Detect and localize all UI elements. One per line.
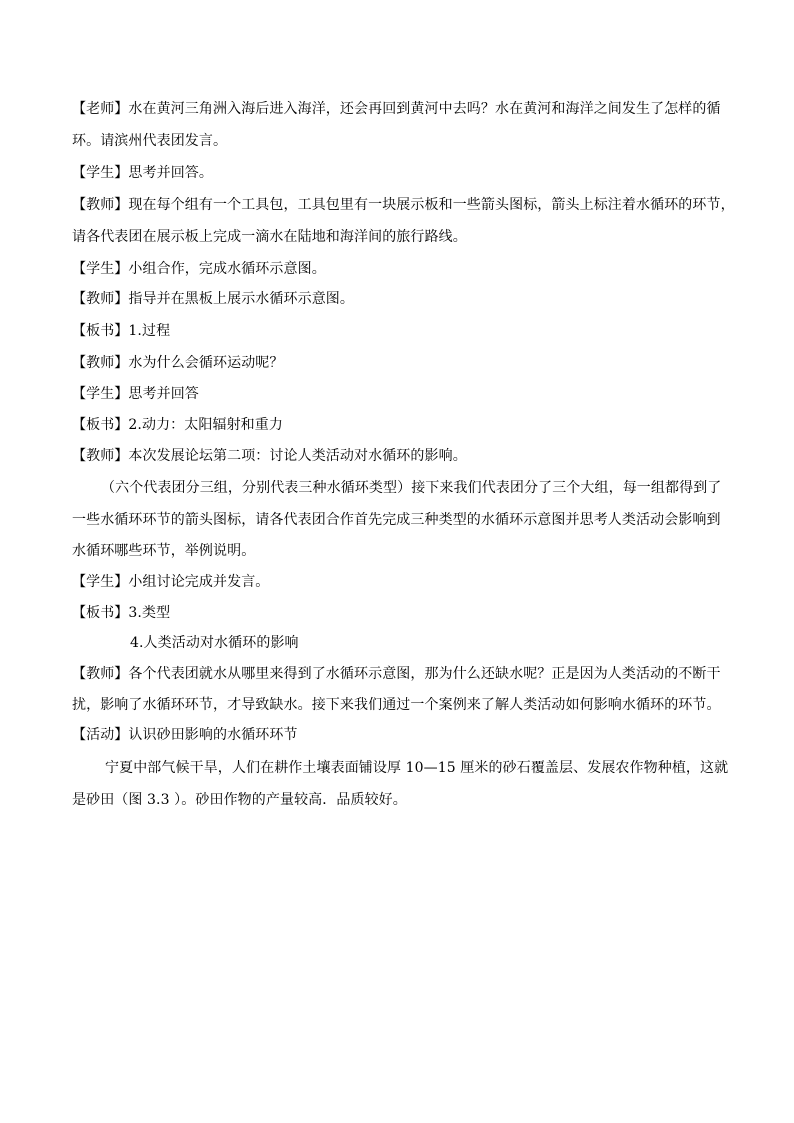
line-text: 是砂田（图 3.3 ）。砂田作物的产量较高．品质较好。 — [72, 792, 407, 808]
speaker-tag: 【学生】 — [72, 386, 129, 402]
line-text: 本次发展论坛第二项：讨论人类活动对水循环的影响。 — [128, 448, 467, 464]
paragraph-line-20 — [72, 695, 721, 715]
paragraph-line-2 — [72, 131, 227, 151]
speaker-tag: 【学生】 — [72, 574, 129, 590]
paragraph-line-5 — [72, 227, 467, 247]
paragraph-line-18 — [130, 633, 299, 653]
paragraph-line-6 — [72, 259, 326, 279]
line-text: 思考并回答 — [128, 386, 199, 402]
line-text: 指导并在黑板上展示水循环示意图。 — [128, 291, 355, 307]
line-text: 小组讨论完成并发言。 — [128, 574, 270, 590]
speaker-tag: 【板书】 — [72, 605, 129, 621]
paragraph-line-23 — [72, 790, 407, 810]
paragraph-line-21 — [72, 725, 298, 745]
line-text: 3.类型 — [128, 605, 171, 621]
paragraph-line-15 — [72, 541, 255, 561]
paragraph-line-11 — [72, 415, 283, 435]
line-text: 环。请滨州代表团发言。 — [72, 133, 228, 149]
line-text: 小组合作，完成水循环示意图。 — [128, 261, 326, 277]
paragraph-line-3 — [72, 163, 213, 183]
speaker-tag: 【板书】 — [72, 323, 129, 339]
line-text: 一些水循环环节的箭头图标，请各代表团合作首先完成三种类型的水循环示意图并思考人类活动会影响到 — [72, 512, 721, 528]
line-text: 请各代表团在展示板上完成一滴水在陆地和海洋间的旅行路线。 — [72, 229, 467, 245]
line-text: 现在每个组有一个工具包，工具包里有一块展示板和一些箭头图标，箭头上标注着水循环的环节， — [128, 197, 735, 213]
speaker-tag: 【活动】 — [72, 727, 129, 743]
paragraph-line-9 — [72, 353, 284, 373]
speaker-tag: 【学生】 — [72, 261, 129, 277]
line-text: 2.动力：太阳辐射和重力 — [128, 417, 283, 433]
speaker-tag: 【老师】 — [72, 101, 129, 117]
paragraph-line-8 — [72, 321, 170, 341]
line-text: 水为什么会循环运动呢？ — [128, 355, 284, 371]
paragraph-line-4 — [72, 195, 735, 215]
line-text: 扰，影响了水循环环节，才导致缺水。接下来我们通过一个案例来了解人类活动如何影响水循环的环节。 — [72, 697, 721, 713]
line-text: 认识砂田影响的水循环环节 — [128, 727, 298, 743]
speaker-tag: 【教师】 — [72, 448, 129, 464]
paragraph-line-22 — [105, 758, 728, 778]
paragraph-line-14 — [72, 510, 721, 530]
paragraph-line-7 — [72, 289, 354, 309]
line-text: 宁夏中部气候干旱，人们在耕作土壤表面铺设厚 10—15 厘米的砂石覆盖层、发展农作物种植，这就 — [105, 760, 729, 776]
paragraph-line-12 — [72, 446, 467, 466]
line-text: （六个代表团分三组，分别代表三种水循环类型）接下来我们代表团分了三个大组，每一组都得到了 — [101, 480, 722, 496]
line-text: 思考并回答。 — [128, 165, 214, 181]
paragraph-line-10 — [72, 384, 199, 404]
paragraph-line-19 — [72, 664, 721, 684]
paragraph-line-17 — [72, 603, 170, 623]
paragraph-line-16 — [72, 572, 269, 592]
speaker-tag: 【教师】 — [72, 355, 129, 371]
line-text: 水在黄河三角洲入海后进入海洋，还会再回到黄河中去吗？水在黄河和海洋之间发生了怎样的循 — [128, 101, 721, 117]
speaker-tag: 【教师】 — [72, 197, 129, 213]
speaker-tag: 【教师】 — [72, 666, 129, 682]
speaker-tag: 【学生】 — [72, 165, 129, 181]
paragraph-line-13 — [101, 478, 721, 498]
paragraph-line-1 — [72, 99, 721, 119]
line-text: 1.过程 — [128, 323, 171, 339]
line-text: 各个代表团就水从哪里来得到了水循环示意图，那为什么还缺水呢？正是因为人类活动的不断干 — [128, 666, 721, 682]
line-text: 水循环哪些环节，举例说明。 — [72, 543, 256, 559]
speaker-tag: 【板书】 — [72, 417, 129, 433]
speaker-tag: 【教师】 — [72, 291, 129, 307]
line-text: 4.人类活动对水循环的影响 — [130, 635, 299, 651]
